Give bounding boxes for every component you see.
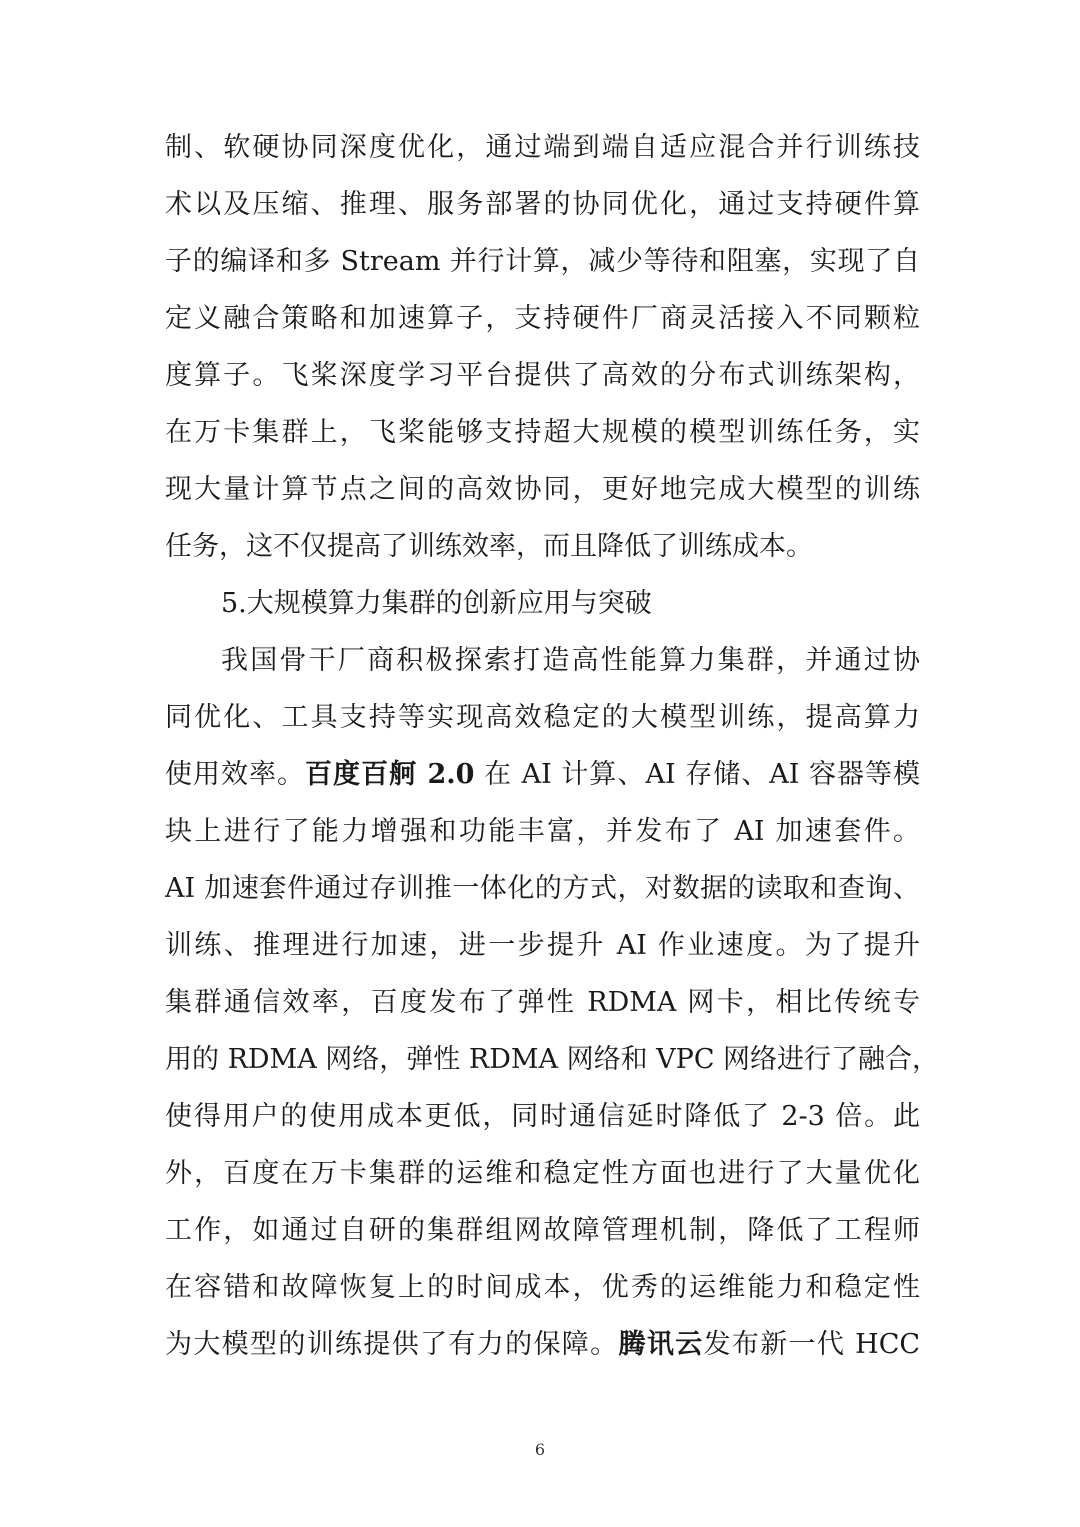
paragraph-line: 在万卡集群上，飞桨能够支持超大规模的模型训练任务，实: [165, 417, 920, 448]
paragraph-line: 我国骨干厂商积极探索打造高性能算力集群，并通过协: [221, 645, 920, 676]
line-text: 使用效率。: [165, 759, 306, 790]
paragraph-line: 度算子。飞桨深度学习平台提供了高效的分布式训练架构，: [165, 360, 920, 391]
paragraph-line: 在容错和故障恢复上的时间成本，优秀的运维能力和稳定性: [165, 1272, 920, 1303]
page-number: 6: [534, 1440, 546, 1459]
paragraph-line: 工作，如通过自研的集群组网故障管理机制，降低了工程师: [165, 1215, 920, 1246]
paragraph-line: 子的编译和多 Stream 并行计算，减少等待和阻塞，实现了自: [165, 246, 920, 277]
paragraph-line: 训练、推理进行加速，进一步提升 AI 作业速度。为了提升: [165, 930, 920, 961]
paragraph-line: 用的 RDMA 网络，弹性 RDMA 网络和 VPC 网络进行了融合，: [165, 1044, 940, 1075]
paragraph-line: 使得用户的使用成本更低，同时通信延时降低了 2-3 倍。此: [165, 1101, 920, 1132]
paragraph-line: 定义融合策略和加速算子，支持硬件厂商灵活接入不同颗粒: [165, 303, 920, 334]
paragraph-line: 同优化、工具支持等实现高效稳定的大模型训练，提高算力: [165, 702, 920, 733]
bold-term-baidu-baige: 百度百舸 2.0: [305, 759, 475, 790]
paragraph-line: [165, 755, 920, 795]
paragraph-line: 现大量计算节点之间的高效协同，更好地完成大模型的训练: [165, 474, 920, 505]
paragraph-line: 集群通信效率，百度发布了弹性 RDMA 网卡，相比传统专: [165, 987, 920, 1018]
line-text: 在 AI 计算、AI 存储、AI 容器等模: [474, 759, 921, 790]
section-heading: 5.大规模算力集群的创新应用与突破: [221, 588, 652, 619]
paragraph-line: [165, 1325, 920, 1365]
paragraph-line: 任务，这不仅提高了训练效率，而且降低了训练成本。: [165, 531, 813, 562]
line-text: 为大模型的训练提供了有力的保障。: [165, 1329, 619, 1360]
paragraph-line: 制、软硬协同深度优化，通过端到端自适应混合并行训练技: [165, 132, 920, 163]
paragraph-line: AI 加速套件通过存训推一体化的方式，对数据的读取和查询、: [165, 873, 920, 904]
paragraph-line: 术以及压缩、推理、服务部署的协同优化，通过支持硬件算: [165, 189, 920, 220]
bold-term-tencent-cloud: 腾讯云: [618, 1329, 704, 1360]
paragraph-line: 块上进行了能力增强和功能丰富，并发布了 AI 加速套件。: [165, 816, 920, 847]
line-text: 发布新一代 HCC: [703, 1329, 921, 1360]
paragraph-line: 外，百度在万卡集群的运维和稳定性方面也进行了大量优化: [165, 1158, 920, 1189]
